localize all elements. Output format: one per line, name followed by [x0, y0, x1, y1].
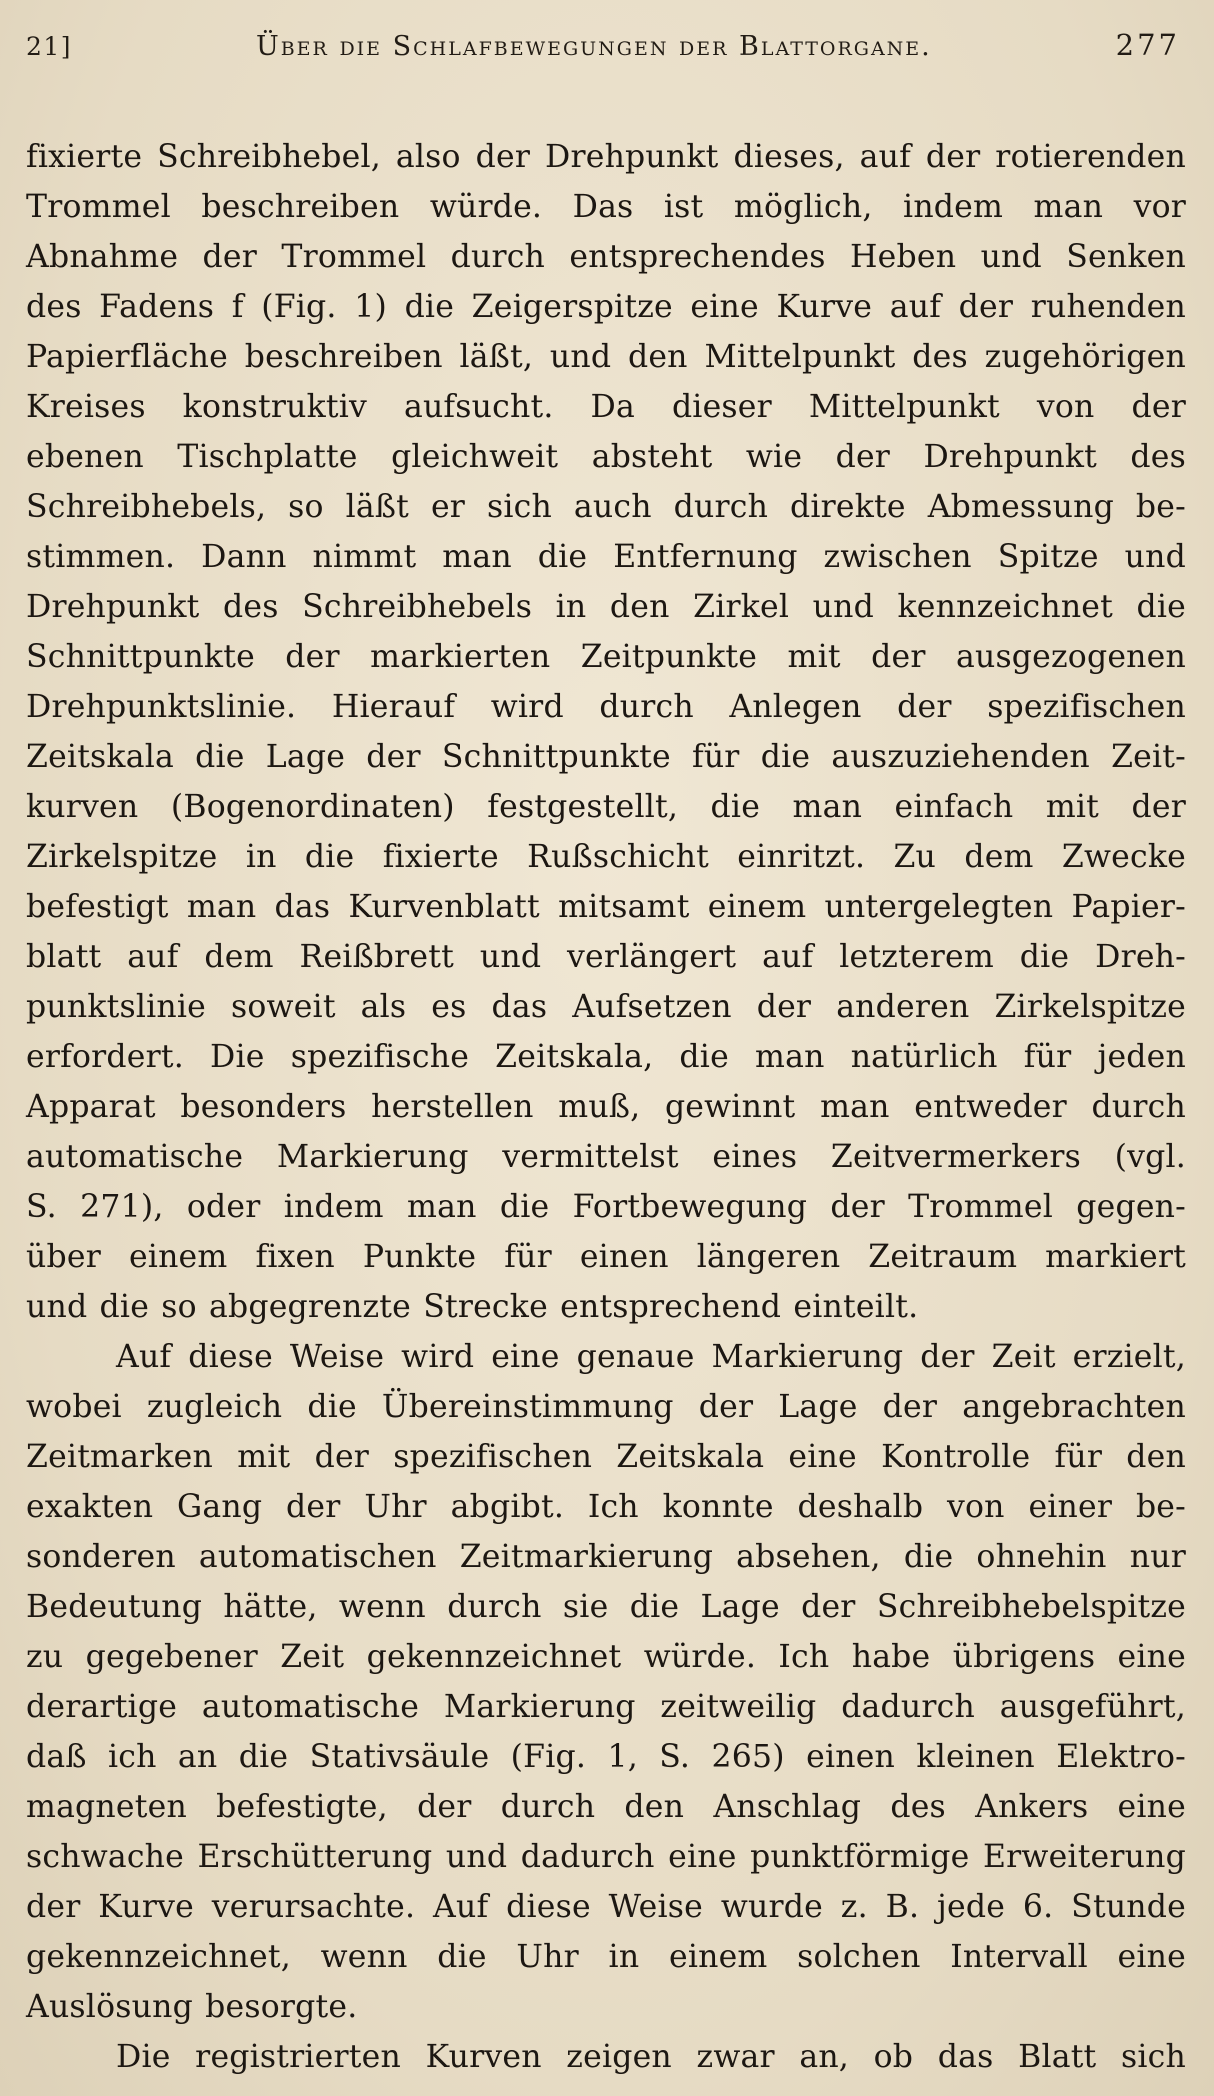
text-line: [26, 1632, 1186, 1682]
text-line: [26, 1182, 1186, 1232]
text-line: [26, 1082, 1186, 1132]
text-line-content: ebenen Tischplatte gleichweit absteht wie der Drehpunkt des: [26, 439, 1186, 475]
section-number: 21]: [26, 32, 73, 61]
text-line-content: derartige automatische Markierung zeitweilig dadurch ausgeführt,: [26, 1689, 1186, 1725]
text-line: [26, 1932, 1186, 1982]
text-line: [26, 1982, 1186, 2032]
text-line: [26, 232, 1186, 282]
text-line-content: erfordert. Die spezifische Zeitskala, die man natürlich für jeden: [26, 1039, 1186, 1075]
text-line-content: und die so abgegrenzte Strecke entsprechend einteilt.: [26, 1289, 919, 1325]
text-line-content: kurven (Bogenordinaten) festgestellt, die man einfach mit der: [26, 789, 1186, 825]
text-line-content: zu gegebener Zeit gekennzeichnet würde. Ich habe übrigens eine: [26, 1639, 1186, 1675]
text-line-content: Auslösung besorgte.: [26, 1989, 358, 2025]
text-line: [26, 782, 1186, 832]
text-line-content: magneten befestigte, der durch den Anschlag des Ankers eine: [26, 1789, 1186, 1825]
text-line: [26, 1032, 1186, 1082]
text-line: [26, 1432, 1186, 1482]
text-line-content: fixierte Schreibhebel, also der Drehpunkt dieses, auf der rotierenden: [26, 139, 1186, 175]
text-line: [26, 482, 1186, 532]
text-line-content: S. 271), oder indem man die Fortbewegung der Trommel gegen-: [26, 1189, 1186, 1225]
text-line: [26, 932, 1186, 982]
text-line: [26, 982, 1186, 1032]
text-line-content: Schreibhebels, so läßt er sich auch durch direkte Abmessung be-: [26, 489, 1186, 525]
text-line: [26, 1682, 1186, 1732]
text-line: [26, 382, 1186, 432]
text-line-content: Die registrierten Kurven zeigen zwar an, ob das Blatt sich: [116, 2039, 1186, 2075]
text-line: [26, 1832, 1186, 1882]
text-line: [26, 632, 1186, 682]
running-header: [26, 28, 1186, 78]
body-text: [26, 132, 1186, 2082]
text-line: [26, 1232, 1186, 1282]
text-line: [26, 332, 1186, 382]
text-line-content: des Fadens f (Fig. 1) die Zeigerspitze eine Kurve auf der ruhenden: [26, 289, 1186, 325]
text-line: [26, 682, 1186, 732]
text-line: [26, 1532, 1186, 1582]
text-line: [26, 2032, 1186, 2082]
text-line-content: gekennzeichnet, wenn die Uhr in einem solchen Intervall eine: [26, 1939, 1186, 1975]
text-line-content: Apparat besonders herstellen muß, gewinnt man entweder durch: [26, 1089, 1186, 1125]
text-line: [26, 432, 1186, 482]
text-line-content: daß ich an die Stativsäule (Fig. 1, S. 265) einen kleinen Elektro-: [26, 1739, 1186, 1775]
text-line-content: stimmen. Dann nimmt man die Entfernung zwischen Spitze und: [26, 539, 1186, 575]
book-page: [26, 28, 1186, 2082]
text-line-content: exakten Gang der Uhr abgibt. Ich konnte deshalb von einer be-: [26, 1489, 1186, 1525]
text-line-content: Bedeutung hätte, wenn durch sie die Lage der Schreibhebelspitze: [26, 1589, 1186, 1625]
text-line: [26, 1332, 1186, 1382]
text-line: [26, 732, 1186, 782]
text-line: [26, 1582, 1186, 1632]
text-line: [26, 1132, 1186, 1182]
text-line: [26, 282, 1186, 332]
text-line: [26, 532, 1186, 582]
text-line-content: wobei zugleich die Übereinstimmung der Lage der angebrachten: [26, 1389, 1186, 1425]
text-line-content: sonderen automatischen Zeitmarkierung absehen, die ohnehin nur: [26, 1539, 1186, 1575]
text-line-content: über einem fixen Punkte für einen längeren Zeitraum markiert: [26, 1239, 1186, 1275]
text-line: [26, 832, 1186, 882]
text-line-content: blatt auf dem Reißbrett und verlängert auf letzterem die Dreh-: [26, 939, 1186, 975]
page-number: 277: [1115, 28, 1180, 62]
text-line: [26, 1882, 1186, 1932]
text-line: [26, 882, 1186, 932]
text-line-content: Drehpunktslinie. Hierauf wird durch Anlegen der spezifischen: [26, 689, 1186, 725]
text-line: [26, 132, 1186, 182]
running-title: Über die Schlafbewegungen der Blattorgane.: [255, 31, 932, 62]
text-line-content: Papierfläche beschreiben läßt, und den Mittelpunkt des zugehörigen: [26, 339, 1186, 375]
text-line-content: Auf diese Weise wird eine genaue Markierung der Zeit erzielt,: [116, 1339, 1186, 1375]
text-line: [26, 1732, 1186, 1782]
text-line-content: punktslinie soweit als es das Aufsetzen der anderen Zirkelspitze: [26, 989, 1186, 1025]
text-line: [26, 182, 1186, 232]
text-line: [26, 582, 1186, 632]
text-line-content: Schnittpunkte der markierten Zeitpunkte mit der ausgezogenen: [26, 639, 1186, 675]
text-line-content: Zeitskala die Lage der Schnittpunkte für die auszuziehenden Zeit-: [26, 739, 1186, 775]
text-line: [26, 1382, 1186, 1432]
text-line-content: automatische Markierung vermittelst eines Zeitvermerkers (vgl.: [26, 1139, 1186, 1175]
text-line-content: befestigt man das Kurvenblatt mitsamt einem untergelegten Papier-: [26, 889, 1186, 925]
text-line-content: Drehpunkt des Schreibhebels in den Zirkel und kennzeichnet die: [26, 589, 1186, 625]
text-line-content: Abnahme der Trommel durch entsprechendes Heben und Senken: [26, 239, 1186, 275]
text-line: [26, 1282, 1186, 1332]
text-line-content: Trommel beschreiben würde. Das ist möglich, indem man vor: [26, 189, 1186, 225]
text-line: [26, 1782, 1186, 1832]
text-line: [26, 1482, 1186, 1532]
text-line-content: schwache Erschütterung und dadurch eine punktförmige Erweiterung: [26, 1839, 1186, 1875]
text-line-content: Kreises konstruktiv aufsucht. Da dieser Mittelpunkt von der: [26, 389, 1186, 425]
text-line-content: Zirkelspitze in die fixierte Rußschicht einritzt. Zu dem Zwecke: [26, 839, 1186, 875]
text-line-content: der Kurve verursachte. Auf diese Weise wurde z. B. jede 6. Stunde: [26, 1889, 1186, 1925]
text-line-content: Zeitmarken mit der spezifischen Zeitskala eine Kontrolle für den: [26, 1439, 1186, 1475]
